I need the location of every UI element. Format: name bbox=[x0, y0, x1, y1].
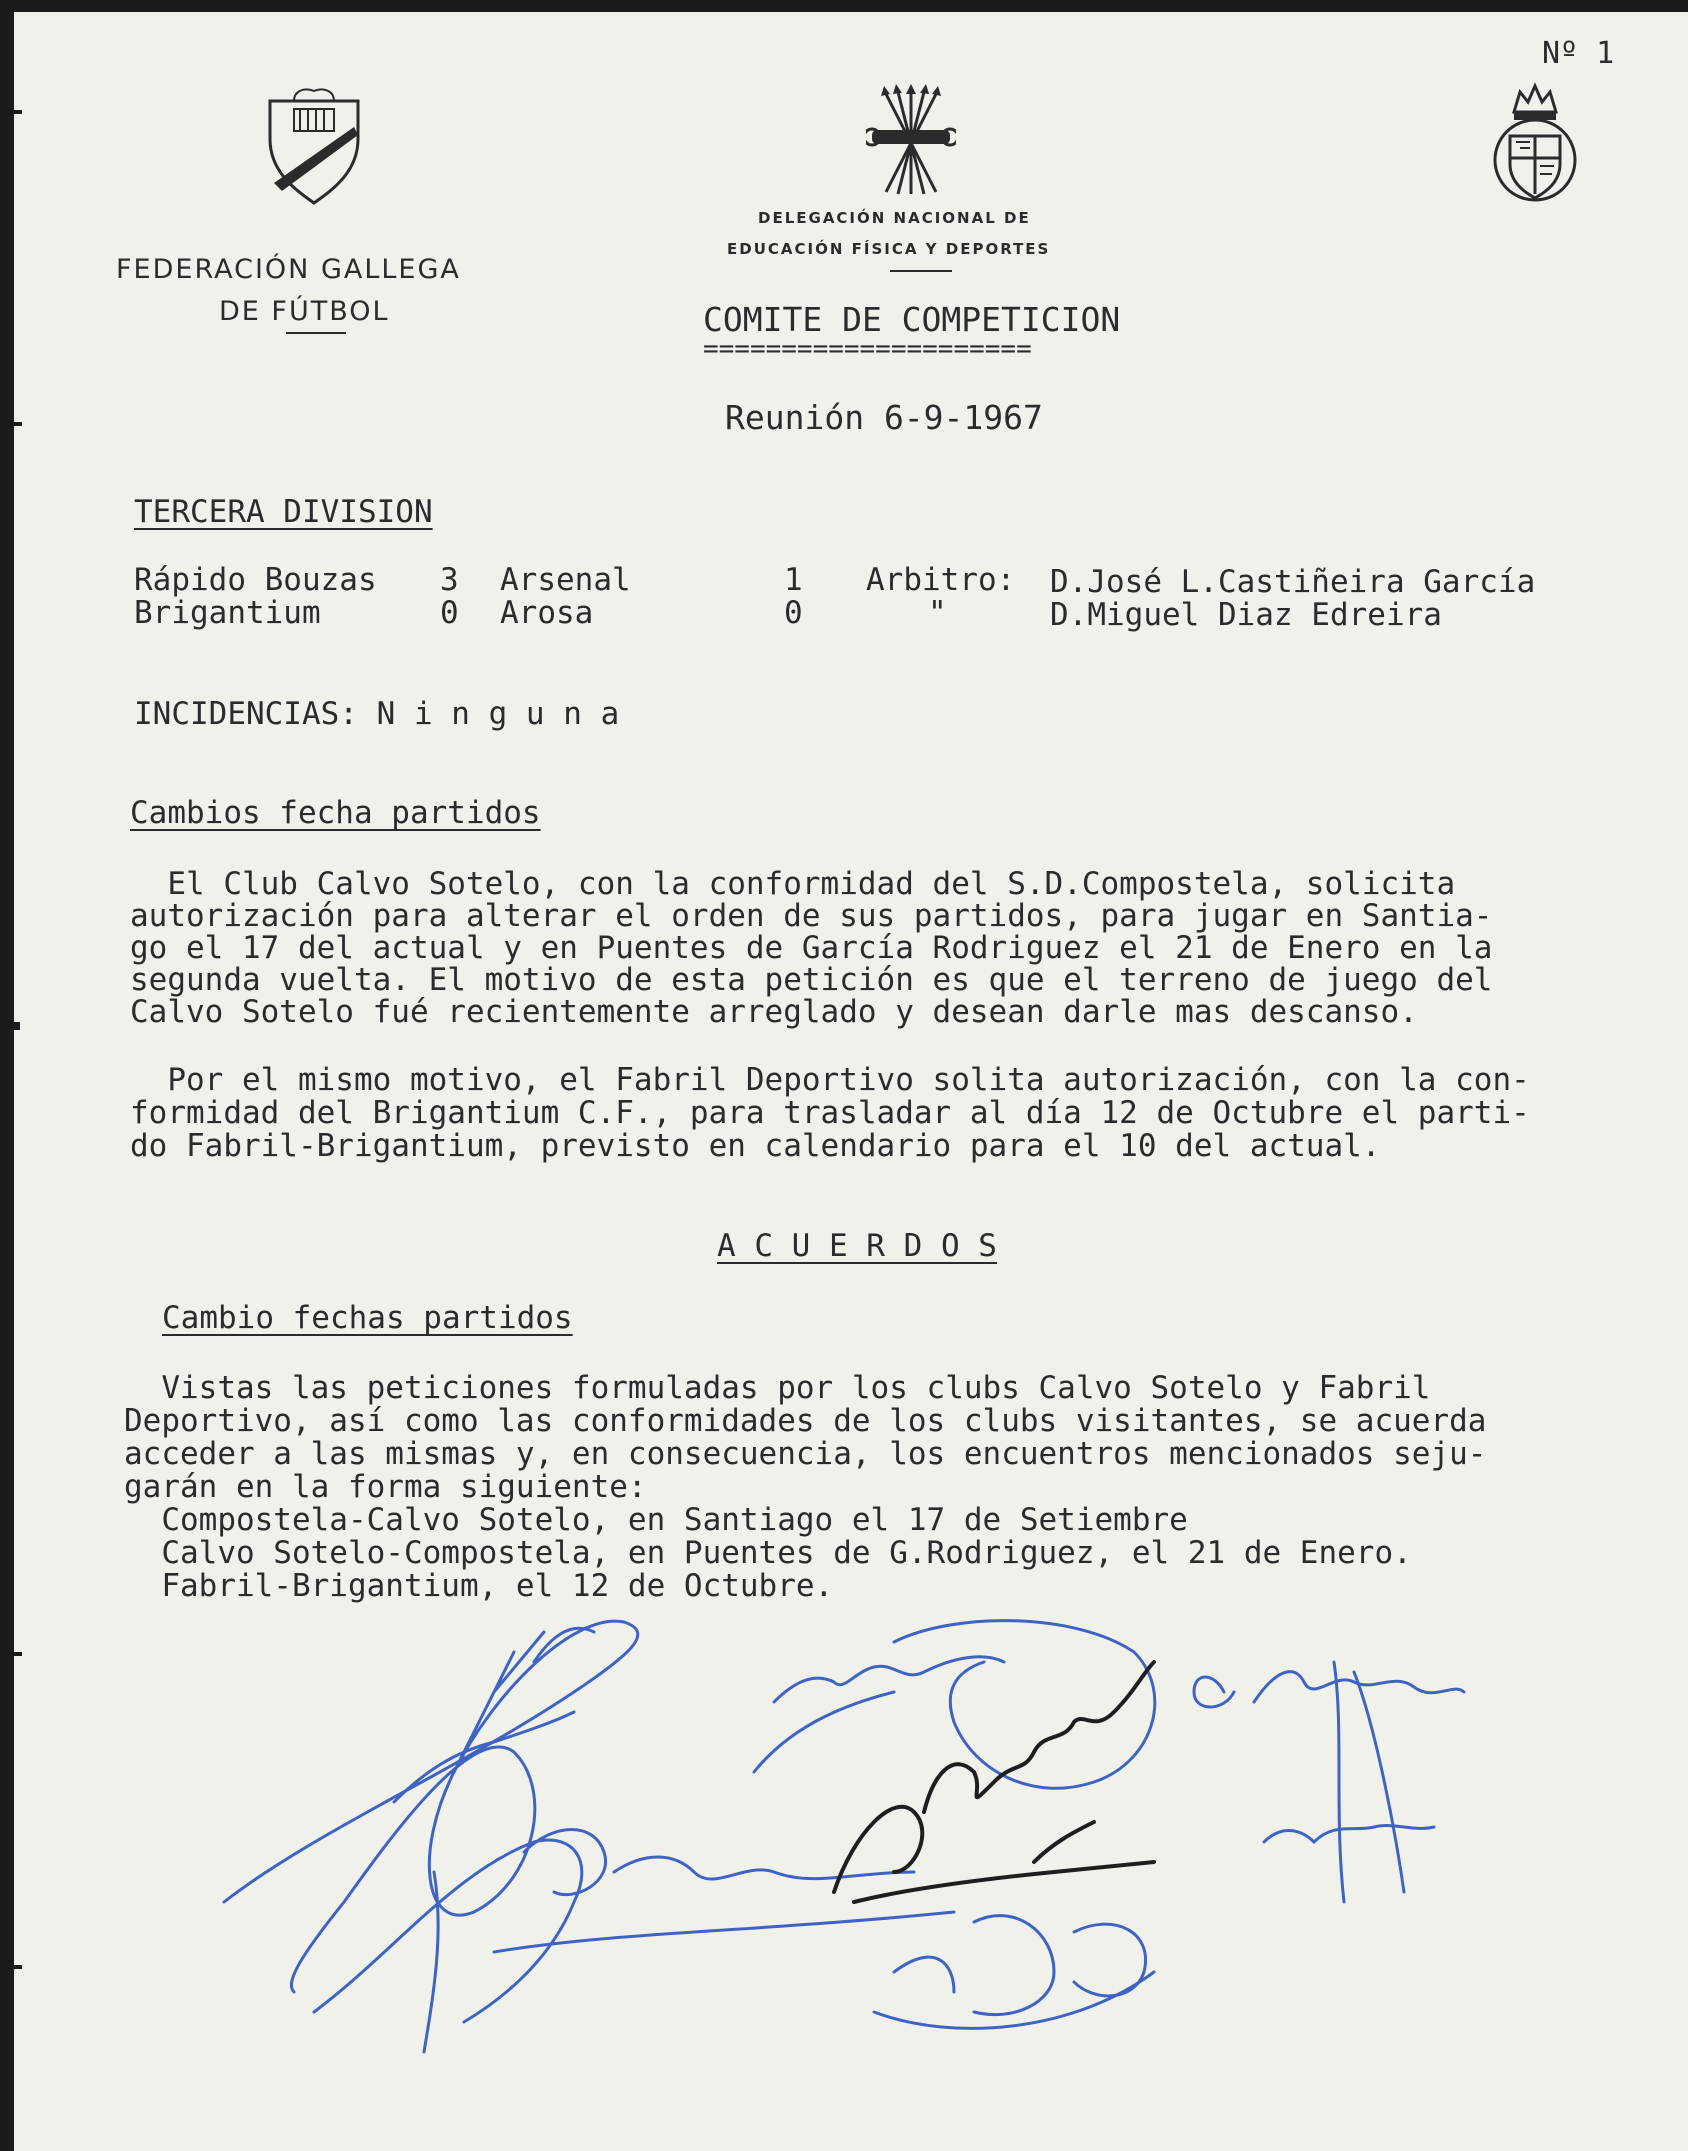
match-2-referee: D.Miguel Diaz Edreira bbox=[1050, 597, 1442, 633]
binder-mark bbox=[0, 1652, 22, 1656]
cambios-p1-line4: segunda vuelta. El motivo de esta petición es que el terreno de juego del bbox=[130, 962, 1493, 998]
acuerdos-line4: garán en la forma siguiente: bbox=[124, 1469, 647, 1505]
document-page bbox=[14, 12, 1688, 2151]
acuerdos-title: A C U E R D O S bbox=[717, 1228, 997, 1264]
signature-1 bbox=[224, 1621, 638, 1992]
match-2-away: Arosa bbox=[500, 595, 594, 631]
match-2-home: Brigantium bbox=[134, 595, 321, 631]
cambios-p1-line1: El Club Calvo Sotelo, con la conformidad del S.D.Compostela, solicita bbox=[130, 866, 1456, 902]
acuerdos-line5: Compostela-Calvo Sotelo, en Santiago el 17 de Setiembre bbox=[124, 1502, 1188, 1538]
page-number: Nº 1 bbox=[1542, 36, 1615, 71]
acuerdos-line6: Calvo Sotelo-Compostela, en Puentes de G.Rodriguez, el 21 de Enero. bbox=[124, 1535, 1412, 1571]
match-1-home: Rápido Bouzas bbox=[134, 562, 377, 598]
binder-mark bbox=[0, 350, 12, 354]
delegation-line2: EDUCACIÓN FÍSICA Y DEPORTES bbox=[727, 240, 1051, 258]
federation-shield-icon bbox=[264, 87, 364, 212]
binder-mark bbox=[0, 205, 10, 209]
match-1-referee-label: Arbitro: bbox=[866, 562, 1016, 598]
cambios-p1-line3: go el 17 del actual y en Puentes de García Rodriguez el 21 de Enero en la bbox=[130, 930, 1493, 966]
delegation-line1: DELEGACIÓN NACIONAL DE bbox=[758, 209, 1031, 227]
binder-mark bbox=[0, 1752, 10, 1756]
committee-title-rule: ===================== bbox=[703, 334, 1032, 364]
signature-2 bbox=[774, 1657, 1004, 1702]
binder-mark bbox=[0, 1965, 22, 1969]
match-2-home-goals: 0 bbox=[440, 595, 459, 631]
binder-mark bbox=[0, 1022, 20, 1030]
binder-mark bbox=[0, 1595, 10, 1599]
match-2-referee-label: " bbox=[928, 595, 947, 631]
acuerdos-line2: Deportivo, así como las conformidades de los clubs visitantes, se acuerda bbox=[124, 1403, 1487, 1439]
federation-rule bbox=[286, 332, 346, 334]
signatures-area bbox=[194, 1572, 1614, 2092]
binder-mark bbox=[0, 1876, 10, 1880]
acuerdos-line1: Vistas las peticiones formuladas por los clubs Calvo Sotelo y Fabril bbox=[124, 1370, 1431, 1406]
cambios-p2-line2: formidad del Brigantium C.F., para trasladar al día 12 de Octubre el parti- bbox=[130, 1095, 1530, 1131]
cambios-p2-line3: do Fabril-Brigantium, previsto en calendario para el 10 del actual. bbox=[130, 1128, 1381, 1164]
cambios-p1-line2: autorización para alterar el orden de sus partidos, para jugar en Santia- bbox=[130, 898, 1493, 934]
division-title: TERCERA DIVISION bbox=[134, 494, 433, 530]
binder-mark bbox=[0, 966, 12, 970]
acuerdos-line7: Fabril-Brigantium, el 12 de Octubre. bbox=[124, 1568, 834, 1604]
match-1-away-goals: 1 bbox=[784, 562, 803, 598]
match-2-away-goals: 0 bbox=[784, 595, 803, 631]
delegation-rule bbox=[890, 270, 952, 272]
match-1-referee: D.José L.Castiñeira García bbox=[1050, 564, 1536, 600]
acuerdos-line3: acceder a las mismas y, en consecuencia, los encuentros mencionados seju- bbox=[124, 1436, 1487, 1472]
cambios-title: Cambios fecha partidos bbox=[130, 795, 541, 831]
binder-mark bbox=[0, 110, 22, 114]
signature-5 bbox=[874, 1916, 1154, 2029]
match-1-away: Arsenal bbox=[500, 562, 631, 598]
match-1-home-goals: 3 bbox=[440, 562, 459, 598]
binder-mark bbox=[0, 422, 22, 426]
acuerdos-subtitle: Cambio fechas partidos bbox=[162, 1300, 573, 1336]
yoke-and-arrows-icon bbox=[866, 84, 956, 209]
cambios-p2-line1: Por el mismo motivo, el Fabril Deportivo solita autorización, con la con- bbox=[130, 1062, 1530, 1098]
binder-mark bbox=[0, 530, 12, 534]
royal-crown-emblem-icon bbox=[1480, 82, 1590, 207]
signature-4 bbox=[1194, 1672, 1464, 1707]
federation-name-line2: DE FÚTBOL bbox=[219, 296, 390, 327]
committee-title: COMITE DE COMPETICION bbox=[703, 300, 1121, 339]
signature-3 bbox=[524, 1830, 914, 1895]
meeting-date: Reunión 6-9-1967 bbox=[725, 398, 1043, 437]
cambios-p1-line5: Calvo Sotelo fué recientemente arreglado y desean darle mas descanso. bbox=[130, 994, 1418, 1030]
federation-name-line1: FEDERACIÓN GALLEGA bbox=[116, 254, 461, 285]
binder-mark bbox=[0, 1150, 10, 1154]
incidencias: INCIDENCIAS: N i n g u n a bbox=[134, 696, 620, 732]
